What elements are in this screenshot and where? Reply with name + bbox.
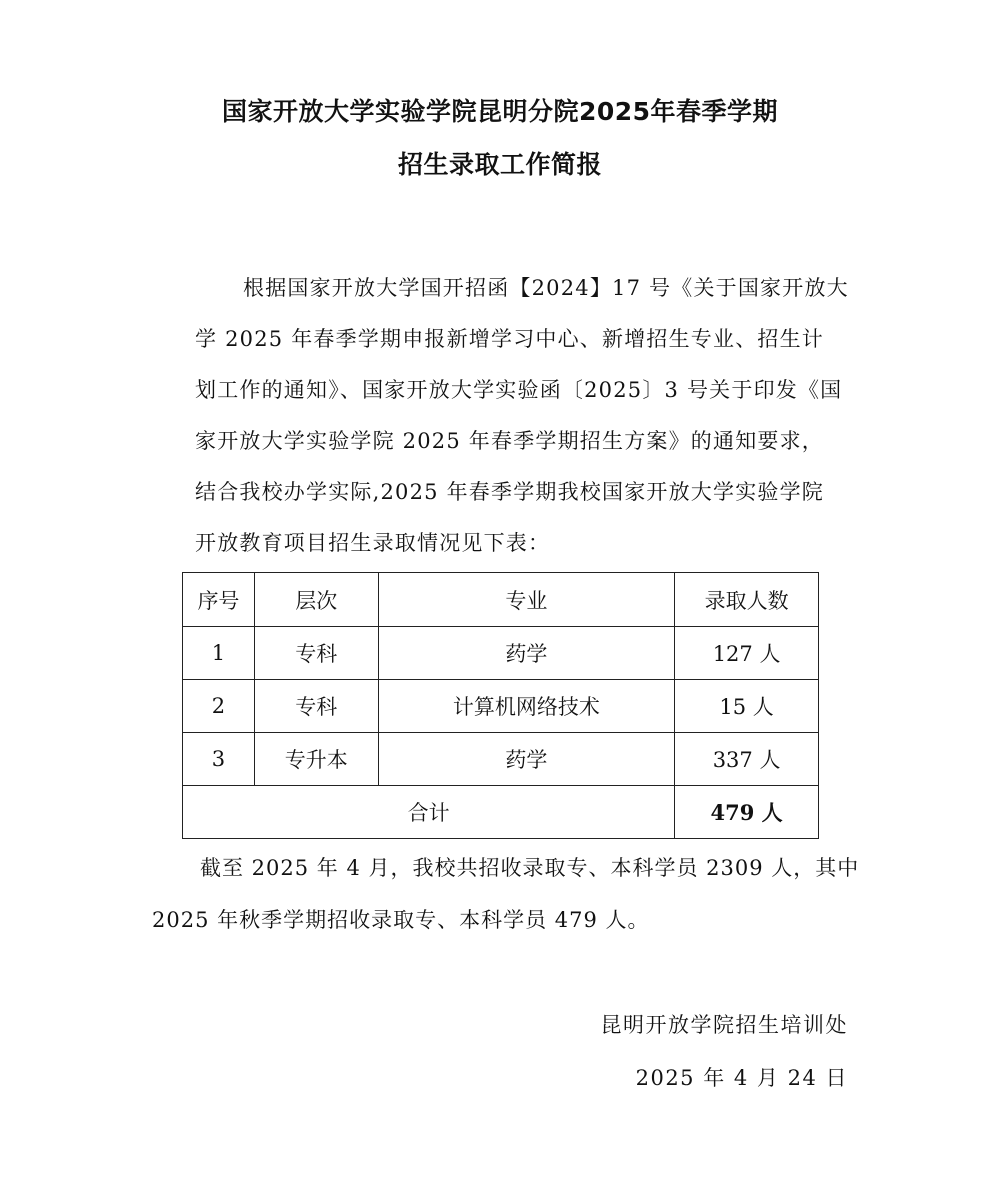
summary-paragraph — [152, 842, 872, 946]
cell-major: 药学 — [378, 733, 674, 786]
total-value: 479 人 — [675, 786, 819, 839]
header-cell-count: 录取人数 — [675, 573, 819, 627]
summary-line: 截至 2025 年 4 月，我校共招收录取专、本科学员 2309 人，其中 — [200, 856, 860, 880]
intro-line: 根据国家开放大学国开招函【2024】17 号《关于国家开放大 — [243, 276, 849, 300]
header-cell-major: 专业 — [378, 573, 674, 627]
intro-line: 结合我校办学实际,2025 年春季学期我校国家开放大学实验学院 — [195, 480, 824, 504]
cell-index: 2 — [183, 680, 255, 733]
cell-index: 1 — [183, 627, 255, 680]
cell-major: 计算机网络技术 — [378, 680, 674, 733]
cell-level: 专科 — [254, 627, 378, 680]
cell-count: 127 人 — [675, 627, 819, 680]
table-row — [183, 680, 819, 733]
intro-line: 划工作的通知》、国家开放大学实验函〔2025〕3 号关于印发《国 — [195, 378, 843, 402]
table-header-row — [183, 573, 819, 627]
signature-org: 昆明开放学院招生培训处 — [600, 1013, 848, 1037]
admission-table — [182, 572, 819, 839]
intro-line: 家开放大学实验学院 2025 年春季学期招生方案》的通知要求， — [195, 429, 824, 453]
header-cell-index: 序号 — [183, 573, 255, 627]
doc-title-line-2: 招生录取工作简报 — [397, 150, 602, 179]
summary-line: 2025 年秋季学期招收录取专、本科学员 479 人。 — [152, 908, 650, 932]
cell-index: 3 — [183, 733, 255, 786]
signature-date: 2025 年 4 月 24 日 — [635, 1066, 848, 1090]
cell-count: 337 人 — [675, 733, 819, 786]
table-row — [183, 733, 819, 786]
cell-level: 专升本 — [254, 733, 378, 786]
intro-paragraph — [195, 263, 855, 569]
header-cell-level: 层次 — [254, 573, 378, 627]
cell-count: 15 人 — [675, 680, 819, 733]
table-row — [183, 627, 819, 680]
table-total-row — [183, 786, 819, 839]
total-label: 合计 — [183, 786, 675, 839]
doc-title-line-1: 国家开放大学实验学院昆明分院2025年春季学期 — [221, 97, 779, 126]
cell-major: 药学 — [378, 627, 674, 680]
intro-line: 开放教育项目招生录取情况见下表： — [195, 531, 551, 555]
intro-line: 学 2025 年春季学期申报新增学习中心、新增招生专业、招生计 — [195, 327, 824, 351]
cell-level: 专科 — [254, 680, 378, 733]
